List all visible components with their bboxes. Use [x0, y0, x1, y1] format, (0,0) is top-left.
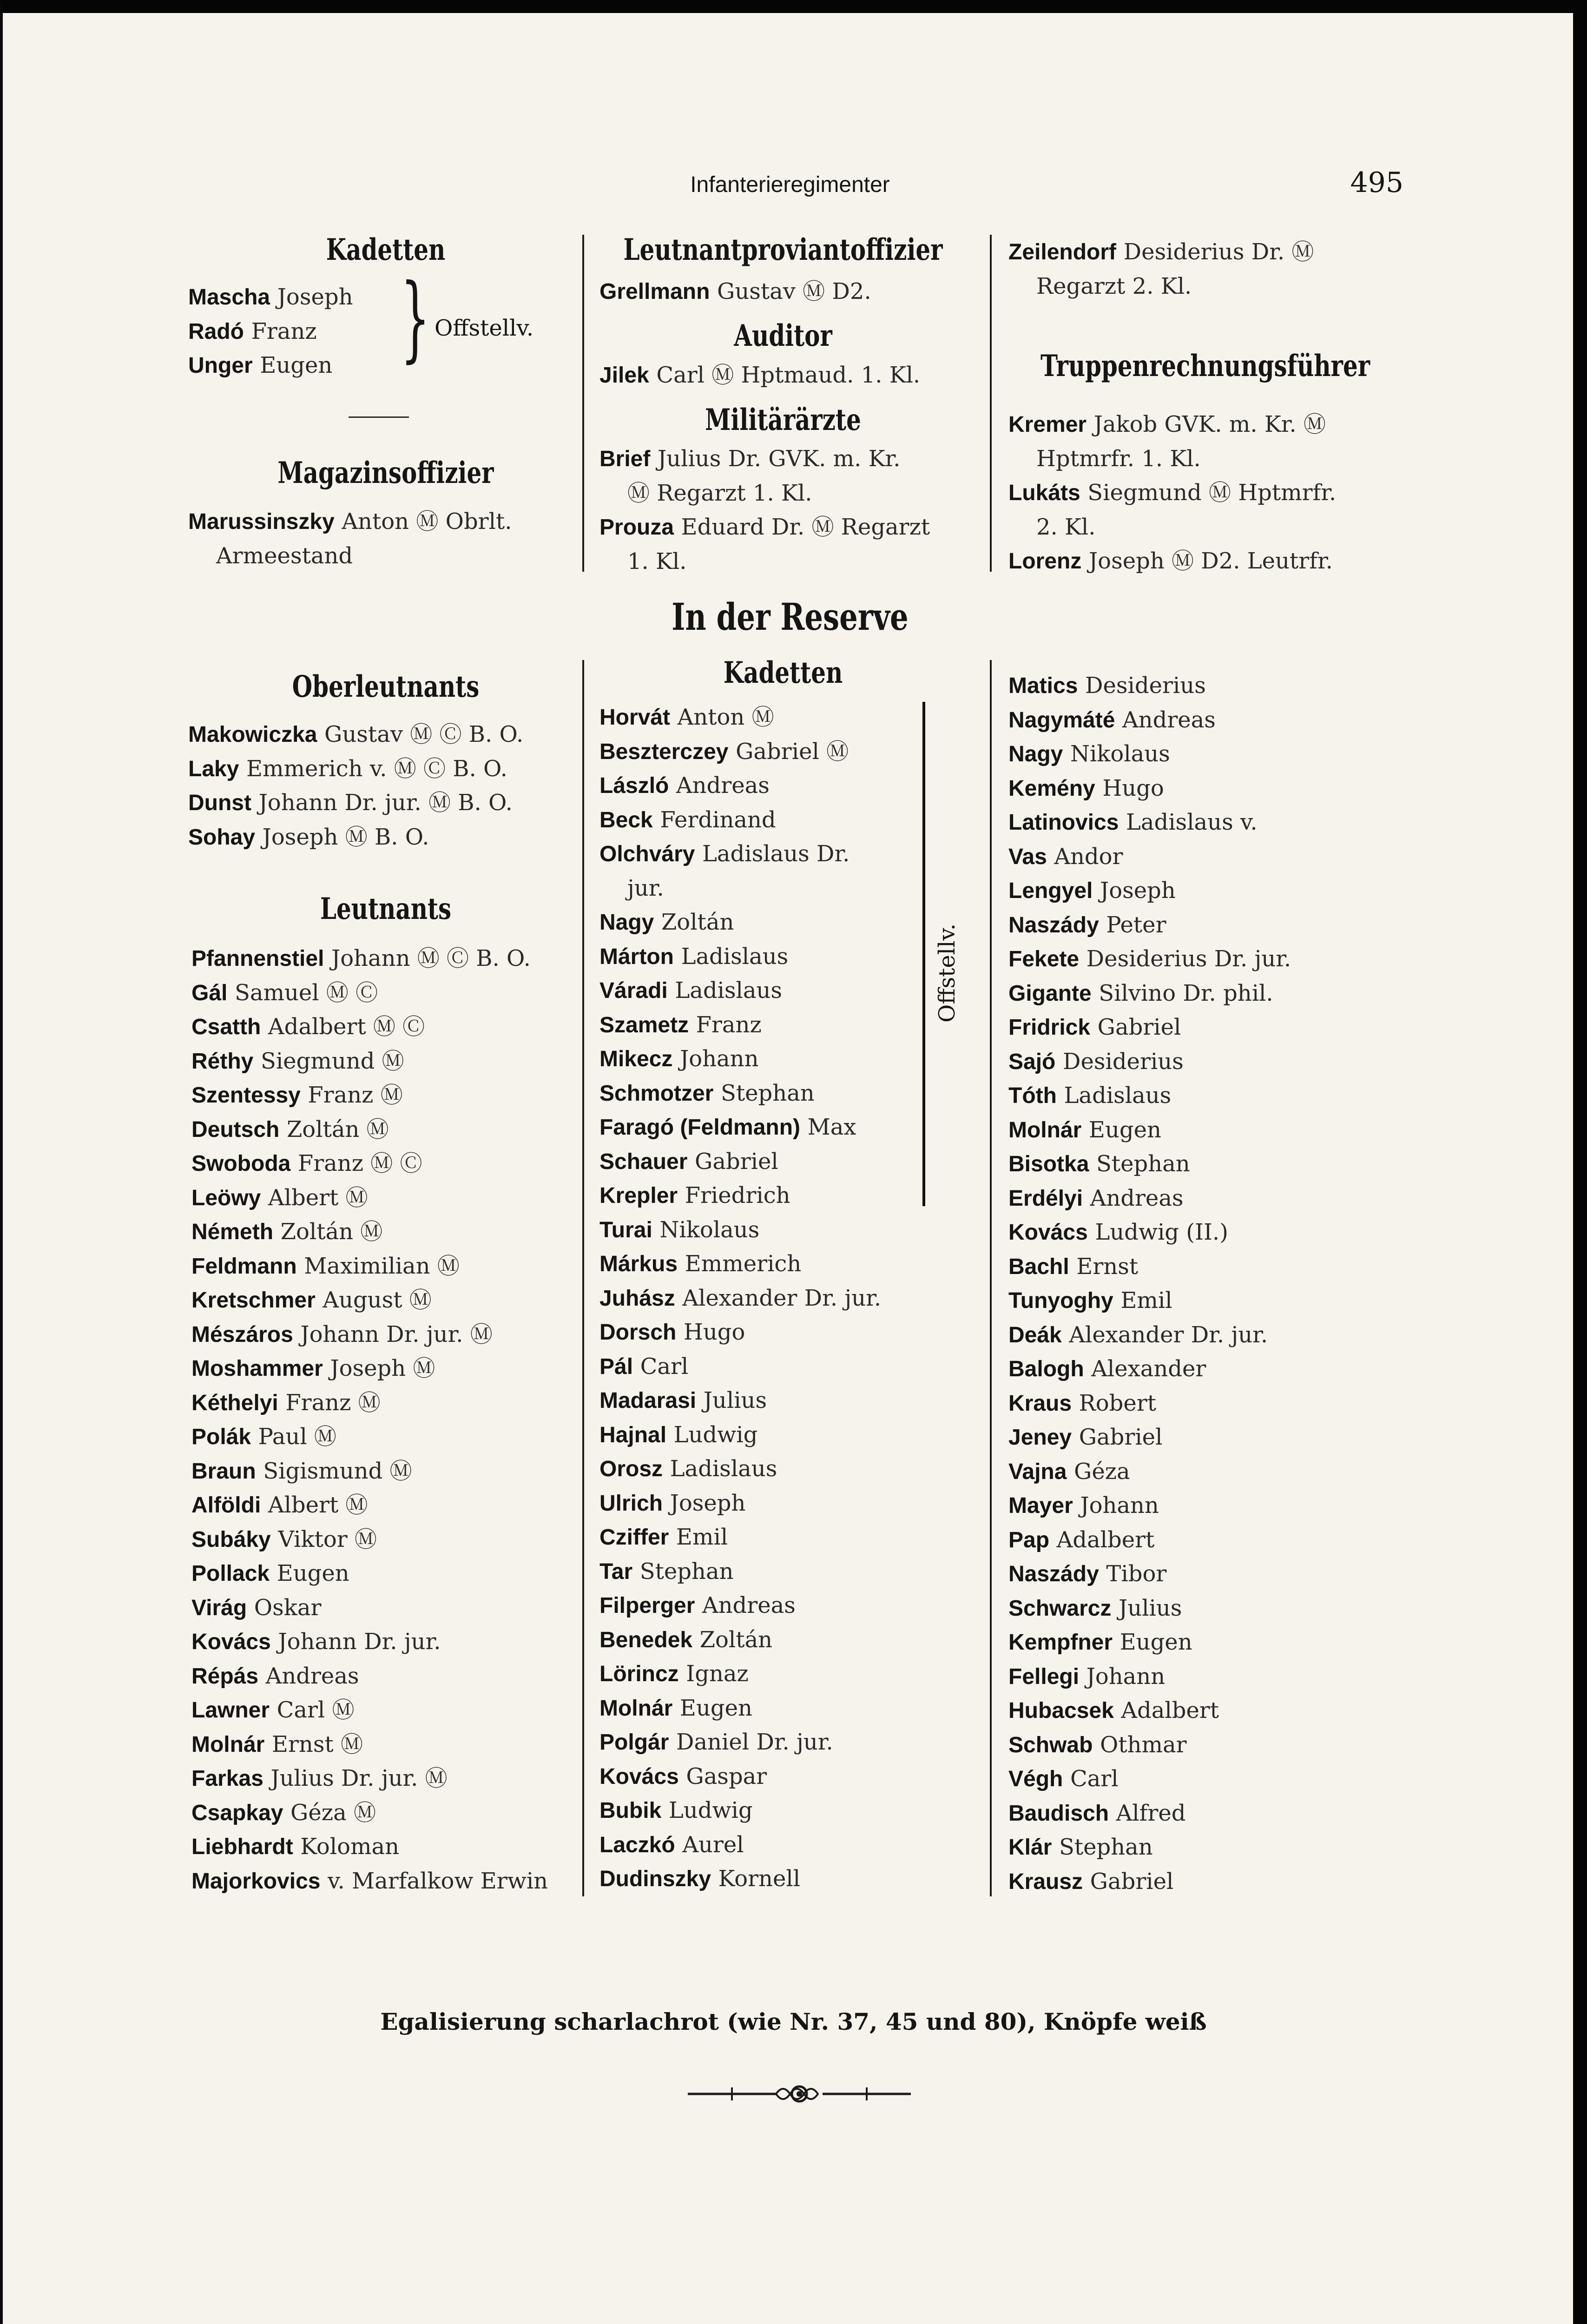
- list-item: Regarzt 2. Kl.: [1036, 273, 1192, 299]
- proviant-list: [599, 274, 871, 309]
- list-item: Bachl Ernst: [1008, 1253, 1139, 1280]
- list-item: Gigante Silvino Dr. phil.: [1008, 980, 1273, 1006]
- brace-icon: }: [400, 264, 430, 372]
- list-item: Nagy Nikolaus: [1008, 741, 1170, 767]
- list-item: Szentessy Franz Ⓜ: [191, 1082, 403, 1108]
- auditor-title: Auditor: [734, 318, 832, 353]
- list-item: Fellegi Johann: [1008, 1663, 1166, 1690]
- list-item: Cziffer Emil: [599, 1524, 728, 1550]
- list-item: Grellmann Gustav Ⓜ D2.: [599, 278, 871, 304]
- oberleutnants-list: [188, 717, 523, 854]
- running-title: Infanterieregimenter: [690, 172, 890, 197]
- list-item: Deák Alexander Dr. jur.: [1008, 1321, 1268, 1348]
- list-item: Jilek Carl Ⓜ Hptmaud. 1. Kl.: [599, 362, 921, 388]
- list-item: Deutsch Zoltán Ⓜ: [191, 1116, 389, 1142]
- list-item: Benedek Zoltán: [599, 1626, 773, 1653]
- oberleutnants-title: Oberleutnants: [292, 669, 480, 704]
- list-item: Németh Zoltán Ⓜ: [191, 1219, 383, 1245]
- list-item: Kovács Johann Dr. jur.: [191, 1629, 441, 1655]
- kadetten-list: [188, 280, 353, 383]
- leutnants-list: [191, 941, 548, 1898]
- list-item: Kovács Gaspar: [599, 1763, 767, 1789]
- leutnants-title: Leutnants: [320, 891, 452, 926]
- list-item: Nagymáté Andreas: [1008, 706, 1216, 733]
- list-item: Pál Carl: [599, 1353, 689, 1380]
- list-item: Majorkovics v. Marfalkow Erwin: [191, 1868, 548, 1894]
- list-item: Marussinszky Anton Ⓜ Obrlt.: [188, 508, 512, 535]
- list-item: Molnár Ernst Ⓜ: [191, 1731, 363, 1757]
- list-item: Laky Emmerich v. Ⓜ Ⓒ B. O.: [188, 755, 507, 782]
- list-item: Fridrick Gabriel: [1008, 1014, 1181, 1040]
- list-item: Madarasi Julius: [599, 1387, 767, 1413]
- list-item: Kremer Jakob GVK. m. Kr. Ⓜ: [1008, 411, 1326, 437]
- list-item: Schmotzer Stephan: [599, 1080, 815, 1106]
- list-item: Pfannenstiel Johann Ⓜ Ⓒ B. O.: [191, 945, 531, 971]
- list-item: Kemény Hugo: [1008, 775, 1164, 801]
- list-item: 2. Kl.: [1036, 514, 1096, 540]
- list-item: Lorenz Joseph Ⓜ D2. Leutrfr.: [1008, 548, 1333, 574]
- list-item: Krepler Friedrich: [599, 1182, 790, 1208]
- list-item: Schauer Gabriel: [599, 1148, 778, 1175]
- footer-note: Egalisierung scharlachrot (wie Nr. 37, 45 und 80), Knöpfe weiß: [380, 2008, 1207, 2035]
- column-rule: [582, 235, 584, 572]
- list-item: Hajnal Ludwig: [599, 1421, 758, 1448]
- list-item: Kempfner Eugen: [1008, 1629, 1192, 1655]
- list-item: Csapkay Géza Ⓜ: [191, 1799, 376, 1826]
- col3-reserve-list: [1008, 668, 1291, 1898]
- list-item: Filperger Andreas: [599, 1592, 796, 1618]
- list-item: Naszády Tibor: [1008, 1561, 1167, 1587]
- rechnung-list: [1008, 407, 1336, 578]
- list-item: Kéthelyi Franz Ⓜ: [191, 1389, 381, 1416]
- auditor-list: [599, 358, 920, 392]
- list-item: Beck Ferdinand: [599, 806, 776, 833]
- aerzte-list: [599, 442, 930, 578]
- list-item: Schwab Othmar: [1008, 1731, 1187, 1758]
- col3-top-list: [1008, 235, 1314, 303]
- list-item: Kovács Ludwig (II.): [1008, 1219, 1228, 1245]
- list-item: Csatth Adalbert Ⓜ Ⓒ: [191, 1014, 425, 1040]
- list-item: Pollack Eugen: [191, 1560, 349, 1586]
- list-item: Polák Paul Ⓜ: [191, 1424, 336, 1450]
- list-item: Unger Eugen: [188, 352, 333, 378]
- list-item: Márkus Emmerich: [599, 1251, 802, 1277]
- list-item: Tar Stephan: [599, 1558, 734, 1585]
- list-item: Liebhardt Koloman: [191, 1834, 400, 1860]
- list-item: Gál Samuel Ⓜ Ⓒ: [191, 979, 378, 1006]
- list-item: Nagy Zoltán: [599, 909, 734, 935]
- reserve-kadetten-bracket-label: Offstellv.: [934, 923, 960, 1023]
- list-item: Faragó (Feldmann) Max: [599, 1114, 856, 1140]
- list-item: Végh Carl: [1008, 1766, 1119, 1792]
- list-item: Radó Franz: [188, 318, 317, 344]
- rechnung-title: Truppenrechnungsführer: [1040, 349, 1370, 383]
- list-item: Balogh Alexander: [1008, 1356, 1206, 1382]
- list-item: jur.: [627, 875, 664, 901]
- magazin-list: [188, 504, 512, 573]
- list-item: Subáky Viktor Ⓜ: [191, 1526, 377, 1552]
- list-item: 1. Kl.: [627, 548, 687, 574]
- list-item: Mészáros Johann Dr. jur. Ⓜ: [191, 1321, 493, 1347]
- list-item: Tóth Ladislaus: [1008, 1083, 1172, 1109]
- list-item: Swoboda Franz Ⓜ Ⓒ: [191, 1150, 422, 1176]
- list-item: Fekete Desiderius Dr. jur.: [1008, 946, 1291, 972]
- column-rule: [582, 660, 584, 1896]
- list-item: Réthy Siegmund Ⓜ: [191, 1048, 404, 1074]
- list-item: Horvát Anton Ⓜ: [599, 704, 774, 730]
- aerzte-title: Militärärzte: [705, 403, 861, 437]
- list-item: Moshammer Joseph Ⓜ: [191, 1355, 435, 1381]
- list-item: Bubik Ludwig: [599, 1797, 753, 1823]
- list-item: Beszterczey Gabriel Ⓜ: [599, 738, 849, 765]
- list-item: Dunst Johann Dr. jur. Ⓜ B. O.: [188, 790, 513, 816]
- ornament-icon: [688, 2080, 911, 2108]
- divider: [349, 416, 409, 418]
- list-item: Turai Nikolaus: [599, 1216, 760, 1243]
- list-item: Braun Sigismund Ⓜ: [191, 1458, 412, 1484]
- reserve-kadetten-list: [599, 700, 881, 1896]
- list-item: Matics Desiderius: [1008, 673, 1206, 699]
- list-item: Feldmann Maximilian Ⓜ: [191, 1253, 460, 1279]
- list-item: Hptmrfr. 1. Kl.: [1036, 445, 1201, 472]
- list-item: Szametz Franz: [599, 1011, 762, 1038]
- list-item: Kraus Robert: [1008, 1390, 1157, 1416]
- proviant-title: Leutnantproviantoffizier: [623, 232, 943, 267]
- list-item: Váradi Ladislaus: [599, 977, 783, 1004]
- list-item: Jeney Gabriel: [1008, 1424, 1163, 1450]
- list-item: Brief Julius Dr. GVK. m. Kr.: [599, 446, 901, 472]
- list-item: Lörincz Ignaz: [599, 1661, 749, 1687]
- list-item: Latinovics Ladislaus v.: [1008, 809, 1258, 835]
- column-rule: [990, 235, 992, 572]
- list-item: Naszády Peter: [1008, 911, 1166, 938]
- list-item: László Andreas: [599, 772, 770, 799]
- list-item: Molnár Eugen: [599, 1695, 752, 1721]
- list-item: Pap Adalbert: [1008, 1526, 1155, 1553]
- page-number: 495: [1350, 166, 1403, 199]
- magazin-title: Magazinsoffizier: [277, 456, 494, 490]
- list-item: Schwarcz Julius: [1008, 1595, 1182, 1621]
- list-item: Sohay Joseph Ⓜ B. O.: [188, 824, 429, 850]
- list-item: Krausz Gabriel: [1008, 1868, 1174, 1895]
- list-item: Alföldi Albert Ⓜ: [191, 1492, 368, 1518]
- list-item: Márton Ladislaus: [599, 943, 789, 970]
- list-item: Mayer Johann: [1008, 1492, 1159, 1519]
- bracket-icon: [922, 702, 925, 1206]
- column-rule: [990, 660, 992, 1896]
- list-item: Polgár Daniel Dr. jur.: [599, 1729, 833, 1755]
- list-item: Répás Andreas: [191, 1663, 359, 1689]
- list-item: Vajna Géza: [1008, 1458, 1130, 1485]
- list-item: Kretschmer August Ⓜ: [191, 1287, 432, 1313]
- list-item: Dorsch Hugo: [599, 1319, 745, 1345]
- list-item: Mikecz Johann: [599, 1046, 759, 1072]
- list-item: Zeilendorf Desiderius Dr. Ⓜ: [1008, 239, 1314, 265]
- list-item: Dudinszky Kornell: [599, 1866, 801, 1892]
- list-item: Juhász Alexander Dr. jur.: [599, 1285, 882, 1311]
- list-item: Orosz Ladislaus: [599, 1456, 777, 1482]
- list-item: Tunyoghy Emil: [1008, 1287, 1172, 1314]
- list-item: Mascha Joseph: [188, 284, 353, 310]
- list-item: Lengyel Joseph: [1008, 878, 1176, 904]
- list-item: Bisotka Stephan: [1008, 1151, 1190, 1177]
- list-item: Sajó Desiderius: [1008, 1048, 1184, 1075]
- reserve-kadetten-title: Kadetten: [723, 655, 843, 690]
- list-item: Farkas Julius Dr. jur. Ⓜ: [191, 1765, 448, 1791]
- kadetten-title: Kadetten: [326, 232, 446, 267]
- list-item: Baudisch Alfred: [1008, 1800, 1186, 1826]
- list-item: Virág Oskar: [191, 1594, 322, 1621]
- reserve-title: In der Reserve: [672, 595, 909, 639]
- list-item: Makowiczka Gustav Ⓜ Ⓒ B. O.: [188, 721, 524, 747]
- list-item: Molnár Eugen: [1008, 1116, 1161, 1143]
- list-item: Erdélyi Andreas: [1008, 1185, 1184, 1211]
- list-item: Klár Stephan: [1008, 1834, 1153, 1860]
- list-item: Prouza Eduard Dr. Ⓜ Regarzt: [599, 514, 930, 540]
- list-item: Lukáts Siegmund Ⓜ Hptmrfr.: [1008, 480, 1337, 506]
- list-item: Laczkó Aurel: [599, 1831, 744, 1858]
- list-item: Lawner Carl Ⓜ: [191, 1697, 355, 1723]
- list-item: Ⓜ Regarzt 1. Kl.: [627, 480, 812, 506]
- list-item: Vas Andor: [1008, 843, 1123, 870]
- list-item: Armeestand: [216, 542, 353, 569]
- kadetten-bracket-label: Offstellv.: [435, 315, 534, 341]
- list-item: Olchváry Ladislaus Dr.: [599, 841, 850, 867]
- list-item: Leöwy Albert Ⓜ: [191, 1184, 368, 1211]
- list-item: Hubacsek Adalbert: [1008, 1697, 1219, 1723]
- list-item: Ulrich Joseph: [599, 1490, 746, 1516]
